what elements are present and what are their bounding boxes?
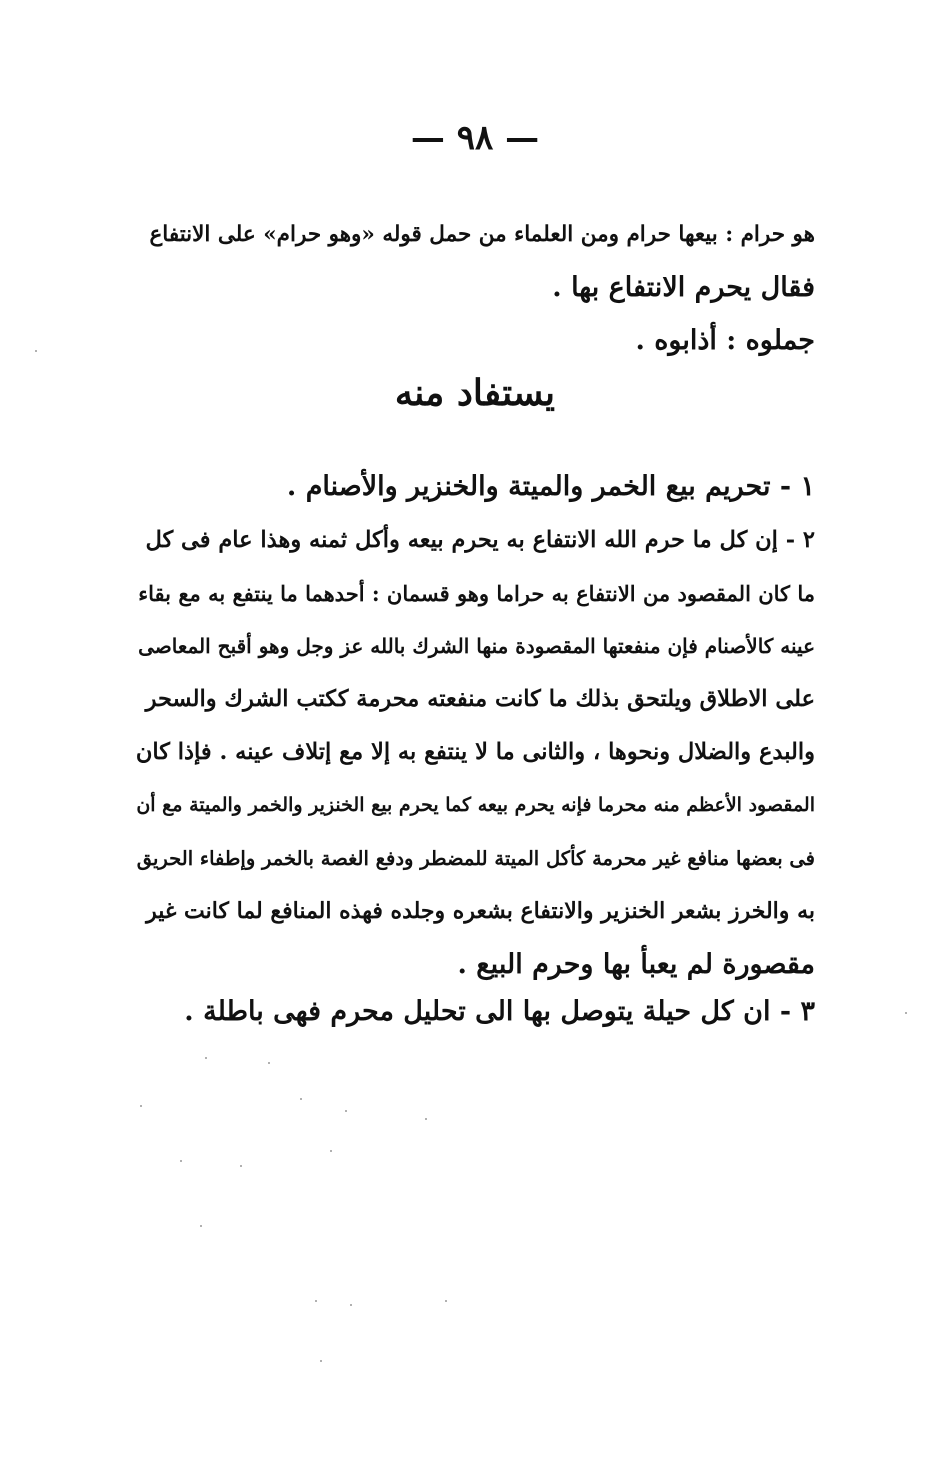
- speck: [320, 1360, 322, 1362]
- speck: [345, 1110, 347, 1112]
- speck: [350, 1304, 352, 1306]
- point-2-line: به والخرز بشعر الخنزير والانتفاع بشعره وجلده فهذه المنافع لما كانت غير: [146, 898, 815, 924]
- speck: [268, 1062, 270, 1064]
- speck: [300, 1098, 302, 1100]
- point-3-text: ٣ - ان كل حيلة يتوصل بها الى تحليل محرم فهى باطلة .: [184, 996, 815, 1027]
- point-2-line: والبدع والضلال ونحوها ، والثانى ما لا ينتفع به إلا مع إتلاف عينه . فإذا كان: [135, 739, 815, 765]
- speck: [445, 1300, 447, 1302]
- speck: [905, 1012, 907, 1014]
- intro-line: جملوه : أذابوه .: [635, 325, 815, 356]
- point-2-line: ما كان المقصود من الانتفاع به حراما وهو قسمان : أحدهما ما ينتفع به مع بقاء: [138, 581, 815, 606]
- speck: [315, 1300, 317, 1302]
- point-2-line: عينه كالأصنام فإن منفعتها المقصودة منها الشرك بالله عز وجل وهو أقبح المعاصى: [138, 634, 815, 658]
- point-2-line: ٢ - إن كل ما حرم الله الانتفاع به يحرم بيعه وأكل ثمنه وهذا عام فى كل: [145, 527, 815, 553]
- speck: [330, 1150, 332, 1152]
- point-2-line: مقصورة لم يعبأ بها وحرم البيع .: [457, 949, 815, 980]
- point-2-line: على الاطلاق ويلتحق بذلك ما كانت منفعته محرمة ككتب الشرك والسحر: [145, 686, 815, 712]
- speck: [140, 1105, 142, 1107]
- point-2: [135, 514, 815, 991]
- point-1-text: ١ - تحريم بيع الخمر والميتة والخنزير والأصنام .: [286, 471, 815, 502]
- intro-line: فقال يحرم الانتفاع بها .: [552, 272, 815, 303]
- speck: [205, 1057, 207, 1059]
- speck: [180, 1160, 182, 1162]
- point-2-line: فى بعضها منافع غير محرمة كأكل الميتة للمضطر ودفع الغصة بالخمر وإطفاء الحريق: [136, 847, 815, 870]
- intro-line: هو حرام : بيعها حرام ومن العلماء من حمل قوله «وهو حرام» على الانتفاع: [149, 222, 815, 247]
- point-3: [135, 985, 815, 1038]
- intro-paragraph: [135, 208, 815, 367]
- point-2-line: المقصود الأعظم منه محرما فإنه يحرم بيعه كما يحرم بيع الخنزير والخمر والميتة مع أن: [136, 794, 815, 816]
- speck: [35, 350, 37, 352]
- section-title: يستفاد منه: [394, 372, 556, 414]
- point-1: [135, 460, 815, 513]
- speck: [425, 1118, 427, 1120]
- speck: [240, 1165, 242, 1167]
- speck: [200, 1225, 202, 1227]
- page-number: — ٩٨ —: [410, 118, 540, 158]
